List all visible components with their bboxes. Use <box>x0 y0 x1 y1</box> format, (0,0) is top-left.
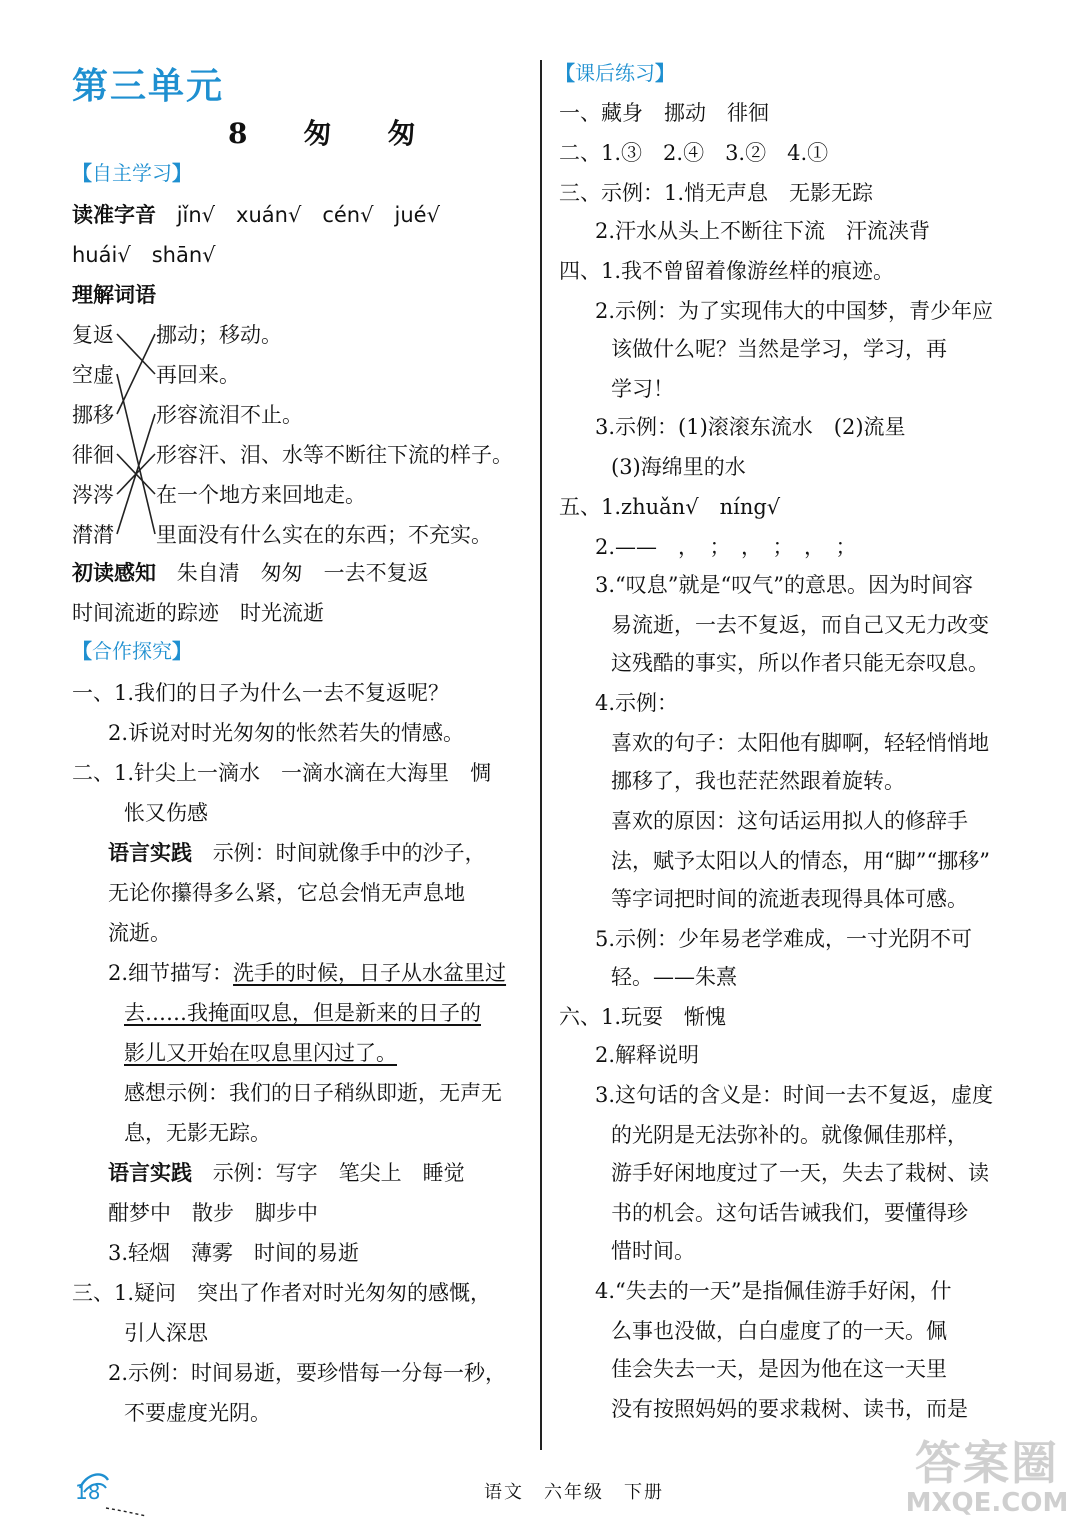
match-left-3: 挪移 <box>72 403 114 427</box>
answer-line: 没有按照妈妈的要求栽树、读书，而是 <box>611 1397 968 1421</box>
answer-line: 3.“叹息”就是“叹气”的意思。因为时间容 <box>595 573 973 597</box>
answer-line: 3.示例：(1)滚滚东流水 (2)流星 <box>595 415 906 439</box>
dzzy-line <box>72 200 440 230</box>
section-tag-hezuo: 【合作探究】 <box>72 639 192 663</box>
cdgz-line <box>72 558 429 588</box>
answer-line: 感想示例：我们的日子稍纵即逝，无声无 <box>124 1081 502 1105</box>
answer-line: 2.诉说对时光匆匆的怅然若失的情感。 <box>108 721 465 745</box>
unit-title: 第三单元 <box>72 66 225 107</box>
answer-line: 一、藏身 挪动 徘徊 <box>559 101 769 125</box>
answer-line: 怅又伤感 <box>124 801 208 825</box>
book-info: 语文 六年级 下册 <box>484 1482 664 1503</box>
section-tag-label: 合作探究 <box>92 639 172 663</box>
answer-line: 游手好闲地度过了一天，失去了栽树、读 <box>611 1161 989 1185</box>
match-left-1: 复返 <box>72 323 114 347</box>
match-right-6: 里面没有什么实在的东西；不充实。 <box>156 523 492 547</box>
ljcy-label: 理解词语 <box>72 282 156 307</box>
answer-line: 惜时间。 <box>611 1239 695 1263</box>
cdgz-line-2: 时间流逝的踪迹 时光流逝 <box>72 601 324 625</box>
answer-line: 三、示例：1.悄无声息 无影无踪 <box>559 181 874 205</box>
chapter-title: 8 匆 匆 <box>228 117 430 150</box>
answer-line: 3.轻烟 薄雾 时间的易逝 <box>108 1241 360 1265</box>
match-left-4: 徘徊 <box>72 443 114 467</box>
detail-label: 2.细节描写： <box>108 961 234 985</box>
match-line <box>117 334 155 374</box>
yysj-text: 示例：时间就像手中的沙子， <box>212 841 486 865</box>
answer-line: 易流逝，一去不复返，而自己又无力改变 <box>611 613 989 637</box>
answer-line: 4.示例： <box>595 691 679 715</box>
answer-line: 喜欢的原因：这句话运用拟人的修辞手 <box>611 809 968 833</box>
dzzy-pinyin-1: jǐn√ xuán√ cén√ jué√ <box>176 203 440 227</box>
match-left-2: 空虚 <box>72 363 114 387</box>
answer-line: 4.“失去的一天”是指佩佳游手好闲，什 <box>595 1279 952 1303</box>
answer-line: 挪移了，我也茫茫然跟着旋转。 <box>611 769 905 793</box>
answer-line: 轻。——朱熹 <box>611 965 737 989</box>
watermark-url: MXQE.COM <box>905 1488 1069 1518</box>
match-right-3: 形容流泪不止。 <box>156 403 303 427</box>
match-right-4: 形容汗、泪、水等不断往下流的样子。 <box>156 443 513 467</box>
answer-line: 息，无影无踪。 <box>124 1121 271 1145</box>
answer-line: 无论你攥得多么紧，它总会悄无声息地 <box>108 881 465 905</box>
answer-line: 该做什么呢？当然是学习，学习，再 <box>611 337 947 361</box>
dzzy-label: 读准字音 <box>72 202 156 227</box>
yysj-text: 示例：写字 笔尖上 睡觉 <box>212 1161 465 1185</box>
match-right-2: 再回来。 <box>156 363 240 387</box>
answer-line <box>108 1158 465 1188</box>
yysj-label: 语言实践 <box>108 1160 192 1185</box>
answer-line: 2.—— ， ； ， ； ， ； <box>595 535 857 559</box>
answer-line: 二、1.③ 2.④ 3.② 4.① <box>559 141 829 165</box>
match-right-5: 在一个地方来回地走。 <box>156 483 366 507</box>
answer-line: 3.这句话的含义是：时间一去不复返，虚度 <box>595 1083 994 1107</box>
cdgz-text: 朱自清 匆匆 一去不复返 <box>176 561 429 585</box>
match-right-1: 挪动；移动。 <box>156 323 282 347</box>
column-divider <box>540 60 542 1450</box>
answer-line: 佳会失去一天，是因为他在这一天里 <box>611 1357 947 1381</box>
answer-line: 2.示例：为了实现伟大的中国梦，青少年应 <box>595 299 994 323</box>
answer-line: 法，赋予太阳以人的情态，用“脚”“挪移” <box>611 849 990 873</box>
dzzy-pinyin-2: huái√ shān√ <box>72 243 216 267</box>
underlined-quote: 去……我掩面叹息，但是新来的日子的 <box>124 1001 481 1025</box>
answer-line: 的光阴是无法弥补的。就像佩佳那样， <box>611 1123 968 1147</box>
answer-line: 2.解释说明 <box>595 1043 700 1067</box>
matching-lines <box>115 322 159 542</box>
answer-line: 么事也没做，白白虚度了的一天。佩 <box>611 1319 947 1343</box>
answer-line <box>108 958 506 988</box>
answer-line: 喜欢的句子：太阳他有脚啊，轻轻悄悄地 <box>611 731 989 755</box>
answer-line: 一、1.我们的日子为什么一去不复返呢？ <box>72 681 450 705</box>
answer-line: 等字词把时间的流逝表现得具体可感。 <box>611 887 968 911</box>
answer-line: 不要虚度光阴。 <box>124 1401 271 1425</box>
page-number: 18 <box>75 1480 101 1504</box>
watermark-text: 答案圈 <box>915 1436 1059 1490</box>
match-line <box>117 414 155 534</box>
answer-line: 引人深思 <box>124 1321 208 1345</box>
answer-line: 二、1.针尖上一滴水 一滴水滴在大海里 惆 <box>72 761 492 785</box>
answer-line <box>108 838 486 868</box>
answer-line: 书的机会。这句话告诫我们，要懂得珍 <box>611 1201 968 1225</box>
match-line <box>117 374 155 534</box>
match-left-5: 涔涔 <box>72 483 114 507</box>
answer-line: 2.示例：时间易逝，要珍惜每一分每一秒， <box>108 1361 507 1385</box>
answer-line: 四、1.我不曾留着像游丝样的痕迹。 <box>559 259 895 283</box>
answer-line: (3)海绵里的水 <box>611 455 746 479</box>
yysj-label: 语言实践 <box>108 840 192 865</box>
cdgz-label: 初读感知 <box>72 560 156 585</box>
match-line <box>117 334 155 414</box>
answer-line: 5.示例：少年易老学难成，一寸光阴不可 <box>595 927 973 951</box>
answer-line: 三、1.疑问 突出了作者对时光匆匆的感慨， <box>72 1281 492 1305</box>
answer-line: 流逝。 <box>108 921 171 945</box>
section-tag-label: 课后练习 <box>575 61 655 85</box>
match-left-6: 潸潸 <box>72 523 114 547</box>
watermark-logo <box>902 1436 1072 1530</box>
underlined-quote: 洗手的时候，日子从水盆里过 <box>233 961 507 985</box>
answer-line: 这残酷的事实，所以作者只能无奈叹息。 <box>611 651 989 675</box>
answer-line: 2.汗水从头上不断往下流 汗流浃背 <box>595 219 931 243</box>
section-tag-zizhu: 【自主学习】 <box>72 161 192 185</box>
answer-line: 酣梦中 散步 脚步中 <box>108 1201 318 1225</box>
answer-line: 五、1.zhuǎn√ níng√ <box>559 495 781 519</box>
answer-line: 六、1.玩耍 惭愧 <box>559 1005 727 1029</box>
underlined-quote: 影儿又开始在叹息里闪过了。 <box>124 1041 397 1065</box>
section-tag-kehou: 【课后练习】 <box>555 61 675 85</box>
answer-line: 学习！ <box>611 377 674 401</box>
section-tag-label: 自主学习 <box>92 161 172 185</box>
